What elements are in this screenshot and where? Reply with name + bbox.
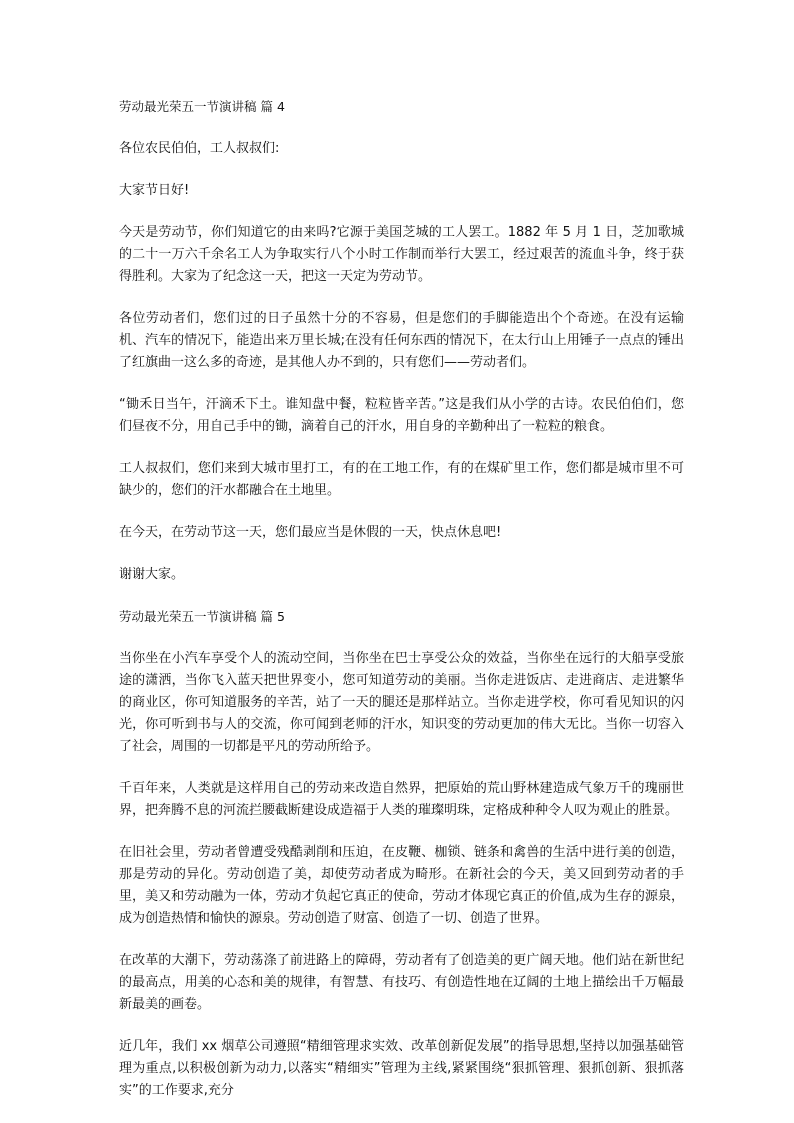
section-title-5: 劳动最光荣五一节演讲稿 篇 5 [119, 609, 285, 624]
greeting: 各位农民伯伯，工人叔叔们: [119, 141, 280, 156]
paragraph-workers: 工人叔叔们，您们来到大城市里打工，有的在工地工作，有的在煤矿里工作，您们都是城市里不可缺少的，您们的汗水都融合在土地里。 [119, 461, 684, 498]
paragraph-beauty-of-labor: 当你坐在小汽车享受个人的流动空间，当你坐在巴士享受公众的效益，当你坐在远行的大船享受旅途的潇洒，当你飞入蓝天把世界变小，您可知道劳动的美丽。当你走进饭店、走进商店、走进繁华的商业区，你可知道服务的辛苦，站了一天的腿还是那样站立。当你走进学校，你可看见知识的闪光，你可听到书与人的交流，你可闻到老师的汗水，知识变的劳动更加的伟大无比。当你一切容入了社会，周围的一切都是平凡的劳动所给予。 [119, 651, 684, 754]
paragraph-miracles: 各位劳动者们，您们过的日子虽然十分的不容易，但是您们的手脚能造出个个奇迹。在没有运输机、汽车的情况下，能造出来万里长城;在没有任何东西的情况下，在太行山上用锤子一点点的锤出了红旗曲一这么多的奇迹，是其他人办不到的，只有您们——劳动者们。 [119, 311, 684, 370]
holiday-greeting: 大家节日好! [119, 183, 190, 198]
paragraph-poem: “锄禾日当午，汗滴禾下土。谁知盘中餐，粒粒皆辛苦。”这是我们从小学的古诗。农民伯伯们，您们昼夜不分，用自己手中的锄，滴着自己的汗水，用自身的辛勤种出了一粒粒的粮食。 [119, 397, 684, 434]
paragraph-origin: 今天是劳动节，你们知道它的由来吗?它源于美国芝城的工人罢工。1882 年 5 月 1 日，芝加歌城的二十一万六千余名工人为争取实行八个小时工作制而举行大罢工，经过艰苦的流血斗争，终于获得胜利。大家为了纪念这一天，把这一天定为劳动节。 [119, 225, 684, 284]
paragraph-old-society: 在旧社会里，劳动者曾遭受残酷剥削和压迫，在皮鞭、枷锁、链条和禽兽的生活中进行美的创造，那是劳动的异化。劳动创造了美，却使劳动者成为畸形。在新社会的今天，美又回到劳动者的手里，美又和劳动融为一体，劳动才负起它真正的使命，劳动才体现它真正的价值,成为生存的源泉，成为创造热情和愉快的源泉。劳动创造了财富、创造了一切、创造了世界。 [119, 845, 684, 926]
section-title-4: 劳动最光荣五一节演讲稿 篇 4 [119, 99, 285, 114]
paragraph-transform-nature: 千百年来，人类就是这样用自己的劳动来改造自然界，把原始的荒山野林建造成气象万千的瑰丽世界，把奔腾不息的河流拦腰截断建设成造福于人类的璀璨明珠，定格成种种令人叹为观止的胜景。 [119, 781, 684, 818]
paragraph-company: 近几年，我们 xx 烟草公司遵照“精细管理求实效、改革创新促发展”的指导思想,坚持以加强基础管理为重点,以积极创新为动力,以落实“精细实”管理为主线,紧紧围绕“狠抓管理、狠抓创新、狠抓落实”的工作要求,充分 [119, 1039, 684, 1098]
paragraph-reform: 在改革的大潮下，劳动荡涤了前进路上的障碍，劳动者有了创造美的更广阔天地。他们站在新世纪的最高点，用美的心态和美的规律，有智慧、有技巧、有创造性地在辽阔的土地上描绘出千万幅最新最美的画卷。 [119, 953, 684, 1012]
paragraph-thanks: 谢谢大家。 [119, 567, 185, 582]
paragraph-rest: 在今天，在劳动节这一天，您们最应当是休假的一天，快点休息吧! [119, 525, 502, 540]
